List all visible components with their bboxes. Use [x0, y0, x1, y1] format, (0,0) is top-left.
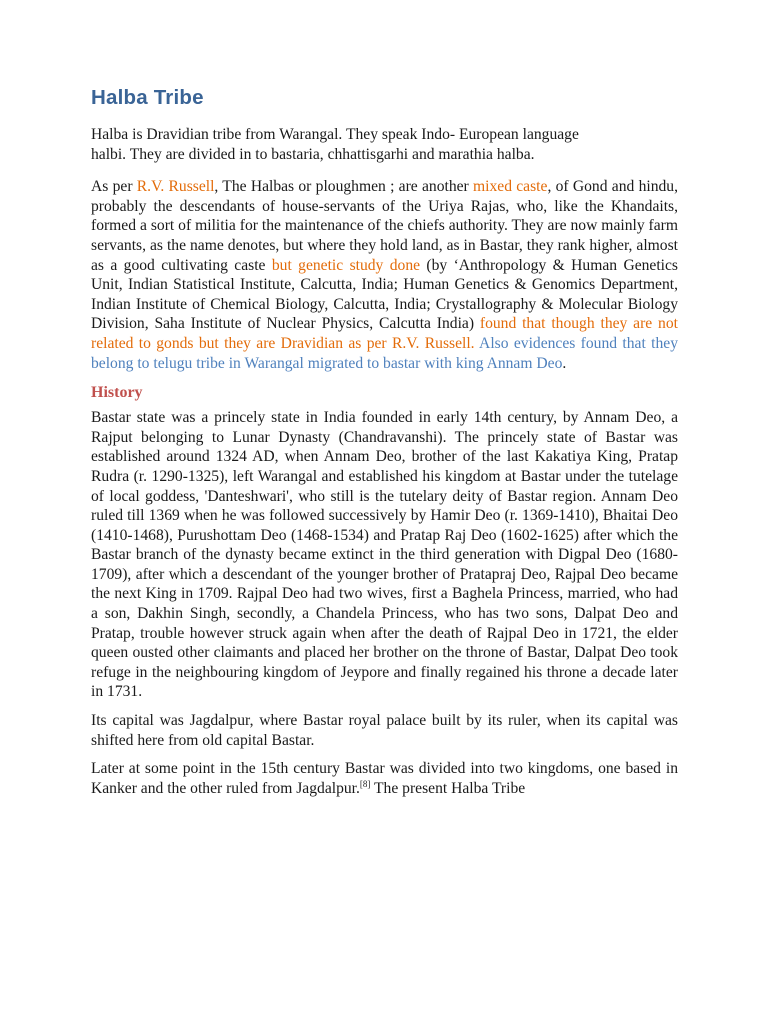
intro-paragraph	[91, 125, 678, 164]
russell-highlight-mixed-caste: mixed caste	[473, 178, 548, 196]
page-title: Halba Tribe	[91, 86, 204, 109]
citation-ref-8[interactable]: [8]	[359, 778, 371, 789]
russell-highlight-genetic-study: but genetic study done	[271, 256, 421, 274]
russell-text-5: .	[562, 354, 567, 372]
history-paragraph-3-tail: The present Halba Tribe	[370, 779, 526, 797]
russell-highlight-author: R.V. Russell	[136, 178, 215, 196]
russell-paragraph	[91, 177, 678, 373]
history-paragraph-1: Bastar state was a princely state in India founded in early 14th century, by Annam Deo, a Rajput belonging to Lunar Dynasty (Chandravanshi). The princely state of Bastar was established around 1324 AD, when Annam Deo, brother of the last Kakatiya King, Pratap Rudra (r. 1290-1325), left Warangal and established his kingdom at Bastar under the tutelage of local goddess, 'Danteshwari', who still is the tutelary deity of Bastar region. Annam Deo ruled till 1369 when he was followed successively by Hamir Deo (r. 1369-1410), Bhaitai Deo (1410-1468), Purushottam Deo (1468-1534) and Pratap Raj Deo (1602-1625) after which the Bastar branch of the dynasty became extinct in the third generation with Digpal Deo (1680-1709), after which a descendant of the younger brother of Pratapraj Deo, Rajpal Deo became the next King in 1709. Rajpal Deo had two wives, first a Baghela Princess, married, who had a son, Dakhin Singh, secondly, a Chandela Princess, who has two sons, Dalpat Deo and Pratap, trouble however struck again when after the death of Rajpal Deo in 1721, the elder queen ousted other claimants and placed her brother on the throne of Bastar, Dalpat Deo took refuge in the neighbouring kingdom of Jeypore and finally regained his throne a decade later in 1731.	[91, 409, 678, 701]
russell-evidence-text: Also evidences found that they belong to telugu tribe in Warangal migrated to bastar with king Annam Deo	[91, 334, 678, 372]
history-heading: History	[91, 384, 143, 402]
history-paragraph-2: Its capital was Jagdalpur, where Bastar royal palace built by its ruler, when its capital was shifted here from old capital Bastar.	[91, 712, 678, 749]
intro-line-2: halbi. They are divided in to bastaria, chhattisgarhi and marathia halba.	[91, 145, 535, 163]
russell-text-3: , of Gond and hindu, probably the descendants of house-servants of the Uriya Rajas, who, like the Khandaits, formed a sort of militia for the maintenance of the chiefs authority. They are now mainly farm servants, as the name denotes, but where they hold land, as in Bastar, they rank higher, almost as a good cultivating caste	[91, 178, 678, 274]
russell-text-2: , The Halbas or ploughmen ; are another	[214, 178, 474, 196]
russell-text-1: As per	[91, 178, 137, 196]
history-paragraph-3	[91, 759, 678, 798]
history-paragraph-3-text: Later at some point in the 15th century Bastar was divided into two kingdoms, one based in Kanker and the other ruled from Jagdalpur.	[91, 760, 678, 797]
intro-line-1: Halba is Dravidian tribe from Warangal. They speak Indo- European language	[91, 126, 579, 143]
russell-text-4: (by ‘Anthropology & Human Genetics Unit, Indian Statistical Institute, Calcutta, India; Human Genetics & Genomics Department, Indian Institute of Chemical Biology, Calcutta, India; Crystallography & Molecular Biology Division, Saha Institute of Nuclear Physics, Calcutta India)	[91, 256, 679, 333]
russell-highlight-finding: found that though they are not related to gonds but they are Dravidian as per R.V. Russell.	[91, 315, 678, 352]
